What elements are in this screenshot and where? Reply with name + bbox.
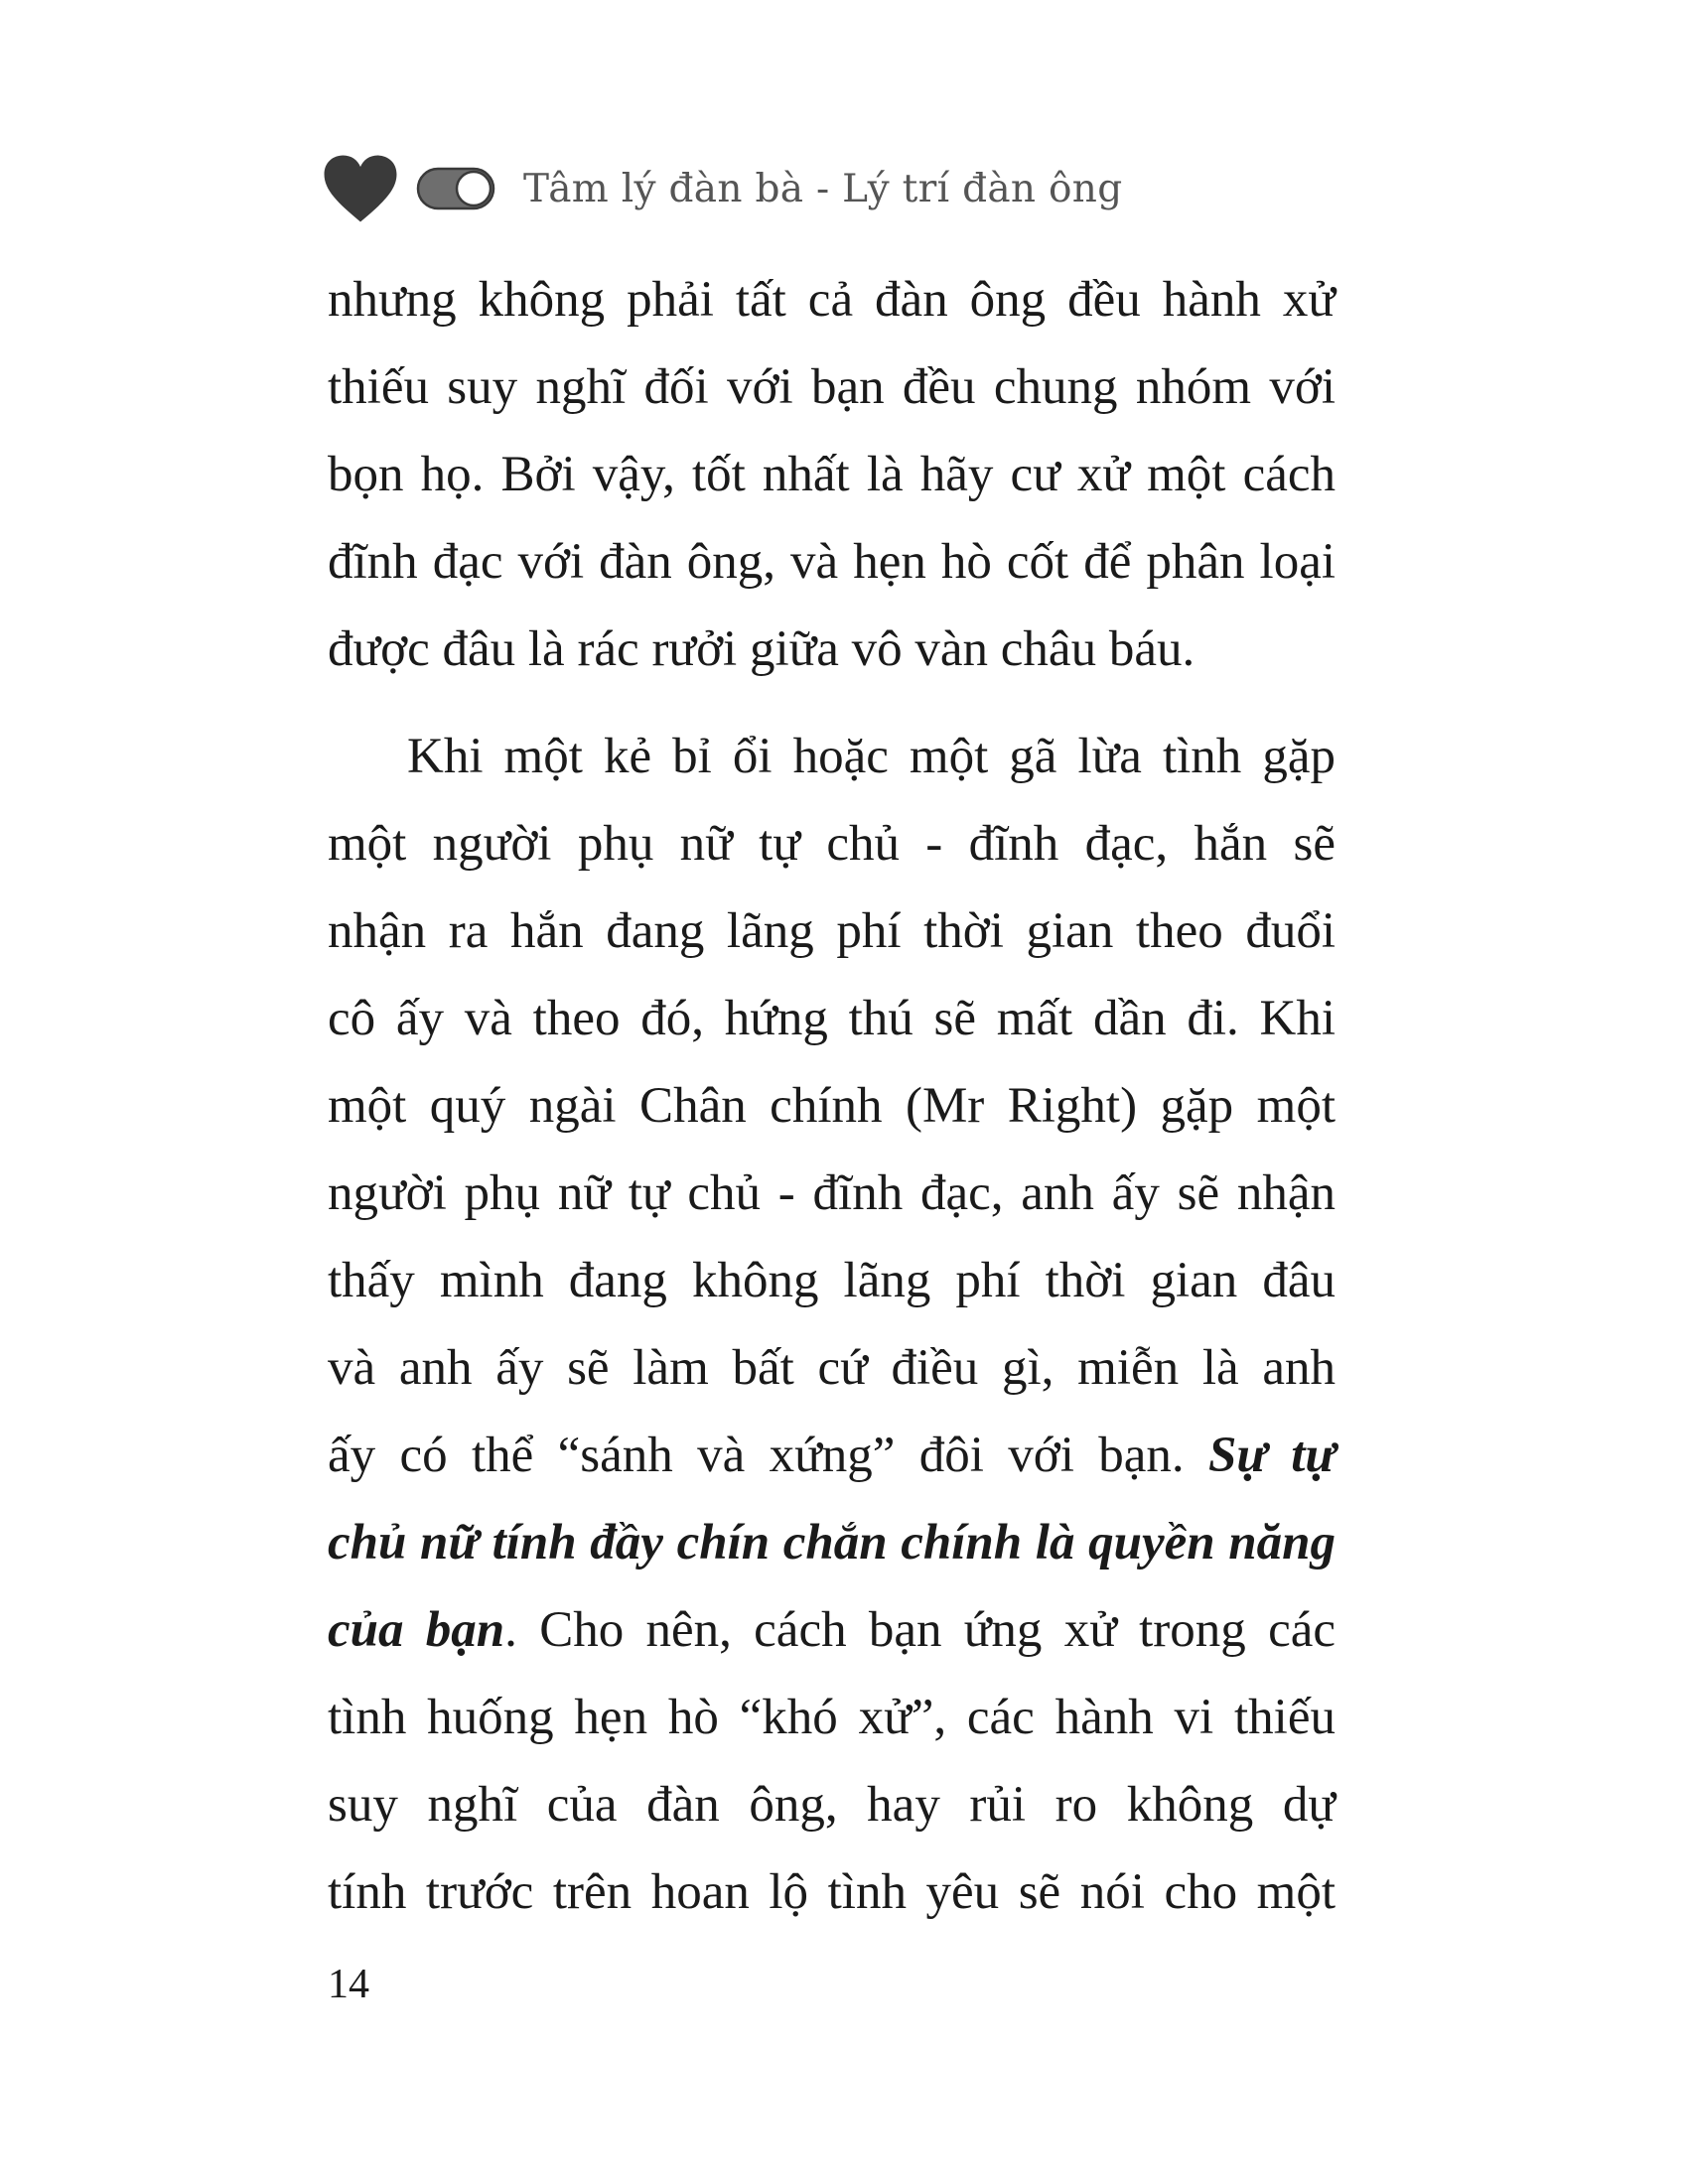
text-line: bọn họ. Bởi vậy, tốt nhất là hãy cư xử một cách bbox=[328, 447, 1336, 502]
text-line-mixed bbox=[328, 1586, 1336, 1674]
running-title: Tâm lý đàn bà - Lý trí đàn ông bbox=[523, 166, 1123, 211]
text-line: tình huống hẹn hò “khó xử”, các hành vi thiếu bbox=[328, 1690, 1336, 1745]
text-run: ấy có thể “sánh và xứng” đôi với bạn. bbox=[328, 1428, 1208, 1483]
text-line: đĩnh đạc với đàn ông, và hẹn hò cốt để phân loại bbox=[328, 534, 1336, 590]
emphasis-text: Sự tự bbox=[1207, 1428, 1336, 1483]
text-line: cô ấy và theo đó, hứng thú sẽ mất dần đi. Khi bbox=[328, 991, 1336, 1046]
emphasis-text: của bạn bbox=[328, 1602, 505, 1658]
page-number: 14 bbox=[328, 1962, 369, 2007]
running-header bbox=[323, 149, 1122, 228]
emphasis-text: chủ nữ tính đầy chín chắn chính là quyền năng bbox=[328, 1515, 1336, 1570]
text-line: Khi một kẻ bỉ ổi hoặc một gã lừa tình gặp bbox=[407, 729, 1336, 784]
paragraph-2 bbox=[328, 713, 1336, 1936]
text-run: . Cho nên, cách bạn ứng xử trong các bbox=[504, 1602, 1336, 1658]
text-line: và anh ấy sẽ làm bất cứ điều gì, miễn là anh bbox=[328, 1340, 1336, 1396]
text-line: một quý ngài Chân chính (Mr Right) gặp một bbox=[328, 1078, 1336, 1134]
text-line: thấy mình đang không lãng phí thời gian đâu bbox=[328, 1253, 1336, 1308]
heart-icon bbox=[323, 154, 398, 223]
text-line: thiếu suy nghĩ đối với bạn đều chung nhóm với bbox=[328, 359, 1336, 415]
paragraph-1 bbox=[328, 256, 1336, 693]
text-line: nhưng không phải tất cả đàn ông đều hành xử bbox=[328, 272, 1336, 328]
text-line: suy nghĩ của đàn ông, hay rủi ro không dự bbox=[328, 1777, 1336, 1833]
text-line: được đâu là rác rưởi giữa vô vàn châu báu. bbox=[328, 621, 1196, 677]
toggle-icon bbox=[416, 166, 495, 211]
text-line: tính trước trên hoan lộ tình yêu sẽ nói cho một bbox=[328, 1864, 1336, 1920]
text-line-mixed bbox=[328, 1412, 1336, 1499]
text-line: người phụ nữ tự chủ - đĩnh đạc, anh ấy sẽ nhận bbox=[328, 1165, 1336, 1221]
text-line: nhận ra hắn đang lãng phí thời gian theo đuổi bbox=[328, 903, 1336, 959]
text-line: một người phụ nữ tự chủ - đĩnh đạc, hắn sẽ bbox=[328, 816, 1336, 872]
